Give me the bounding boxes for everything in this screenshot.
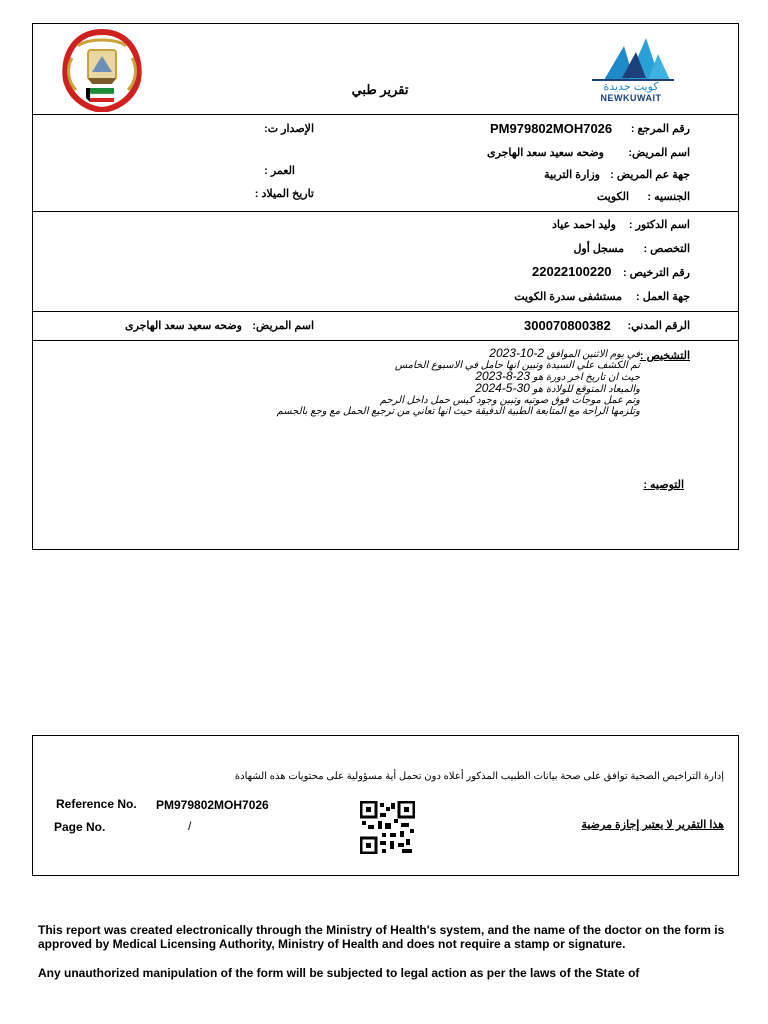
divider-header — [32, 114, 739, 115]
reference-no-value: PM979802MOH7026 — [156, 798, 269, 812]
diagnosis-line-1: في يوم الاثنين الموافق 2-10-2023 — [489, 346, 640, 360]
divider-civil — [32, 340, 739, 341]
workplace-value: مستشفى سدرة الكويت — [514, 291, 622, 303]
diagnosis-line-5: وتم عمل موجات فوق صوتيه وتبين وجود كيس حمل داخل الرحم — [379, 395, 640, 406]
page-title: تقرير طبي — [351, 82, 409, 97]
page-no-label: Page No. — [54, 820, 106, 834]
reference-no-label: Reference No. — [56, 797, 137, 811]
diagnosis-line-4: والميعاد المتوقع للولادة هو 30-5-2024 — [475, 381, 640, 395]
civil-patient-label: اسم المريض: — [252, 320, 314, 332]
logo-arabic-text: كويت جديدة — [603, 81, 659, 93]
patient-name-label: اسم المريض: — [628, 147, 690, 159]
issue-date-label: الإصدار ت: — [264, 123, 314, 135]
logo-latin-text: NEWKUWAIT — [600, 93, 662, 103]
nationality-label: الجنسيه : — [647, 191, 690, 203]
diagnosis-label: التشخيص : — [639, 350, 690, 362]
reference-label: رقم المرجع : — [630, 123, 690, 135]
doctor-name-label: اسم الدكتور : — [628, 219, 690, 231]
employer-label: جهة عم المريض : — [610, 169, 690, 181]
employer-value: وزارة التربية — [544, 169, 600, 181]
patient-name-value: وضحه سعيد سعد الهاجرى — [486, 147, 604, 159]
nationality-value: الكويت — [596, 191, 629, 203]
license-value: 22022100220 — [532, 264, 612, 279]
qr-code-icon[interactable] — [360, 801, 415, 854]
recommendation-label: التوصيه : — [643, 479, 684, 491]
diagnosis-line-6: وتلزمها الراحة مع المتابعة الطبية الدقيقة حيث انها تعاني من ترجيع الحمل مع وجع بالجسم — [276, 406, 640, 417]
kuwait-emblem-icon — [58, 28, 146, 112]
specialty-label: التخصص : — [643, 243, 690, 255]
new-kuwait-logo-icon — [588, 30, 674, 82]
workplace-label: جهة العمل : — [636, 291, 690, 303]
dob-label: تاريخ الميلاد : — [254, 188, 314, 200]
licensing-disclaimer: إدارة التراخيص الصحية توافق على صحة بيانات الطبيب المذكور أعلاه دون تحمل أية مسؤولية على محتويات هذه الشهادة — [234, 771, 724, 782]
page-no-value: / — [188, 819, 192, 833]
doctor-name-value: وليد احمد عياد — [552, 219, 616, 231]
civil-id-value: 300070800382 — [524, 318, 611, 333]
diagnosis-line-2: تم الكشف علي السيدة وتبين انها حامل في الاسبوع الخامس — [394, 360, 640, 371]
civil-patient-value: وضحه سعيد سعد الهاجرى — [124, 320, 242, 332]
civil-id-label: الرقم المدني: — [627, 320, 690, 332]
not-sick-leave-note: هذا التقرير لا يعتبر إجازة مرضية — [581, 819, 724, 831]
electronic-report-note: This report was created electronically through the Ministry of Health's system, and the name of the doctor on the form is approved by Medical Licensing Authority, Ministry of Health and does not require a stamp or signature. — [38, 923, 725, 951]
divider-patient — [32, 211, 739, 212]
divider-doctor — [32, 311, 739, 312]
diagnosis-line-3: حيث ان تاريخ اخر دورة هو 23-8-2023 — [475, 369, 640, 383]
specialty-value: مسجل أول — [573, 243, 624, 255]
diagnosis-text — [277, 348, 640, 417]
license-label: رقم الترخيص : — [622, 267, 690, 279]
age-label: العمر : — [264, 165, 295, 177]
reference-value: PM979802MOH7026 — [490, 121, 613, 136]
manipulation-warning: Any unauthorized manipulation of the form will be subjected to legal action as per the laws of the State of — [38, 966, 640, 980]
